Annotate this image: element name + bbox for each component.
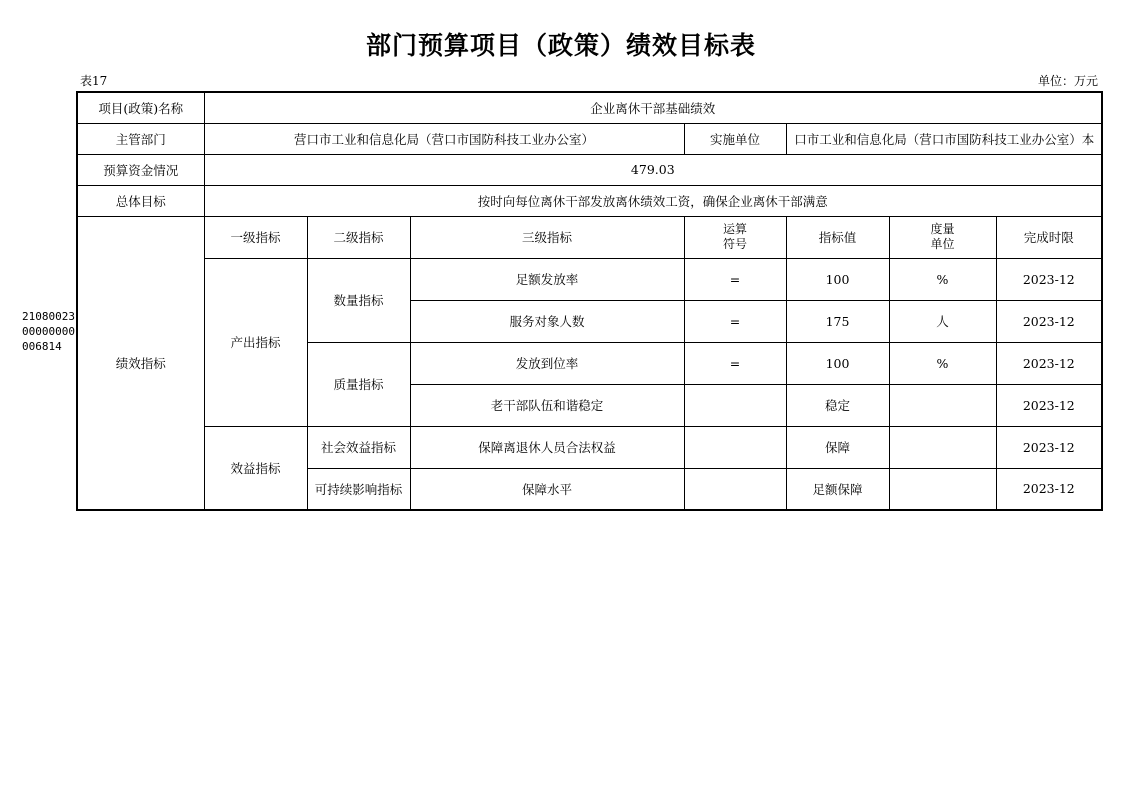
operator-cell (684, 384, 786, 426)
unit-cell: % (889, 258, 996, 300)
col-header-operator-text: 运算符号 (722, 222, 747, 251)
operator-cell: = (684, 300, 786, 342)
level1-benefit: 效益指标 (204, 426, 307, 510)
operator-cell (684, 426, 786, 468)
unit-label: 单位：万元 (1037, 74, 1098, 88)
level3-cell: 保障离退休人员合法权益 (410, 426, 684, 468)
col-header-level3: 三级指标 (410, 216, 684, 258)
budget-label: 预算资金情况 (77, 154, 204, 185)
value-cell: 175 (786, 300, 889, 342)
level3-cell: 足额发放率 (410, 258, 684, 300)
table-row (77, 426, 1102, 468)
budget-value: 479.03 (204, 154, 1102, 185)
project-name-value: 企业离休干部基础绩效 (204, 92, 1102, 123)
unit-cell (889, 384, 996, 426)
col-header-operator (684, 216, 786, 258)
goal-label: 总体目标 (77, 185, 204, 216)
impl-label: 实施单位 (684, 123, 786, 154)
unit-cell: % (889, 342, 996, 384)
value-cell: 保障 (786, 426, 889, 468)
deadline-cell: 2023-12 (996, 258, 1102, 300)
unit-cell (889, 468, 996, 510)
project-name-label: 项目(政策)名称 (77, 92, 204, 123)
dept-value: 营口市工业和信息化局（营口市国防科技工业办公室） (204, 123, 684, 154)
performance-target-table (76, 91, 1103, 511)
level3-cell: 发放到位率 (410, 342, 684, 384)
table-row (77, 258, 1102, 300)
impl-cell (786, 123, 1102, 154)
value-cell: 稳定 (786, 384, 889, 426)
dept-label: 主管部门 (77, 123, 204, 154)
value-cell: 100 (786, 342, 889, 384)
level1-output: 产出指标 (204, 258, 307, 426)
operator-cell: = (684, 342, 786, 384)
value-cell: 100 (786, 258, 889, 300)
unit-cell (889, 426, 996, 468)
indicators-section-label: 绩效指标 (77, 216, 204, 510)
operator-cell: = (684, 258, 786, 300)
impl-value: 口市工业和信息化局（营口市国防科技工业办公室）本 (794, 131, 1095, 147)
level3-cell: 保障水平 (410, 468, 684, 510)
page-title: 部门预算项目（政策）绩效目标表 (365, 31, 756, 60)
level2-sustainable: 可持续影响指标 (307, 468, 410, 510)
col-header-unit-text: 度量单位 (930, 222, 955, 251)
col-header-level1: 一级指标 (204, 216, 307, 258)
col-header-value: 指标值 (786, 216, 889, 258)
col-header-unit (889, 216, 996, 258)
value-cell: 足额保障 (786, 468, 889, 510)
col-header-deadline: 完成时限 (996, 216, 1102, 258)
level2-social-benefit: 社会效益指标 (307, 426, 410, 468)
goal-value: 按时向每位离休干部发放离休绩效工资，确保企业离休干部满意 (204, 185, 1102, 216)
deadline-cell: 2023-12 (996, 426, 1102, 468)
col-header-level2: 二级指标 (307, 216, 410, 258)
unit-cell: 人 (889, 300, 996, 342)
level2-quantity: 数量指标 (307, 258, 410, 342)
project-code: 2108002300000000006814 (22, 310, 75, 353)
level2-quality: 质量指标 (307, 342, 410, 426)
deadline-cell: 2023-12 (996, 342, 1102, 384)
operator-cell (684, 468, 786, 510)
deadline-cell: 2023-12 (996, 468, 1102, 510)
table-number: 表17 (80, 74, 108, 88)
level3-cell: 老干部队伍和谐稳定 (410, 384, 684, 426)
deadline-cell: 2023-12 (996, 300, 1102, 342)
level3-cell: 服务对象人数 (410, 300, 684, 342)
deadline-cell: 2023-12 (996, 384, 1102, 426)
